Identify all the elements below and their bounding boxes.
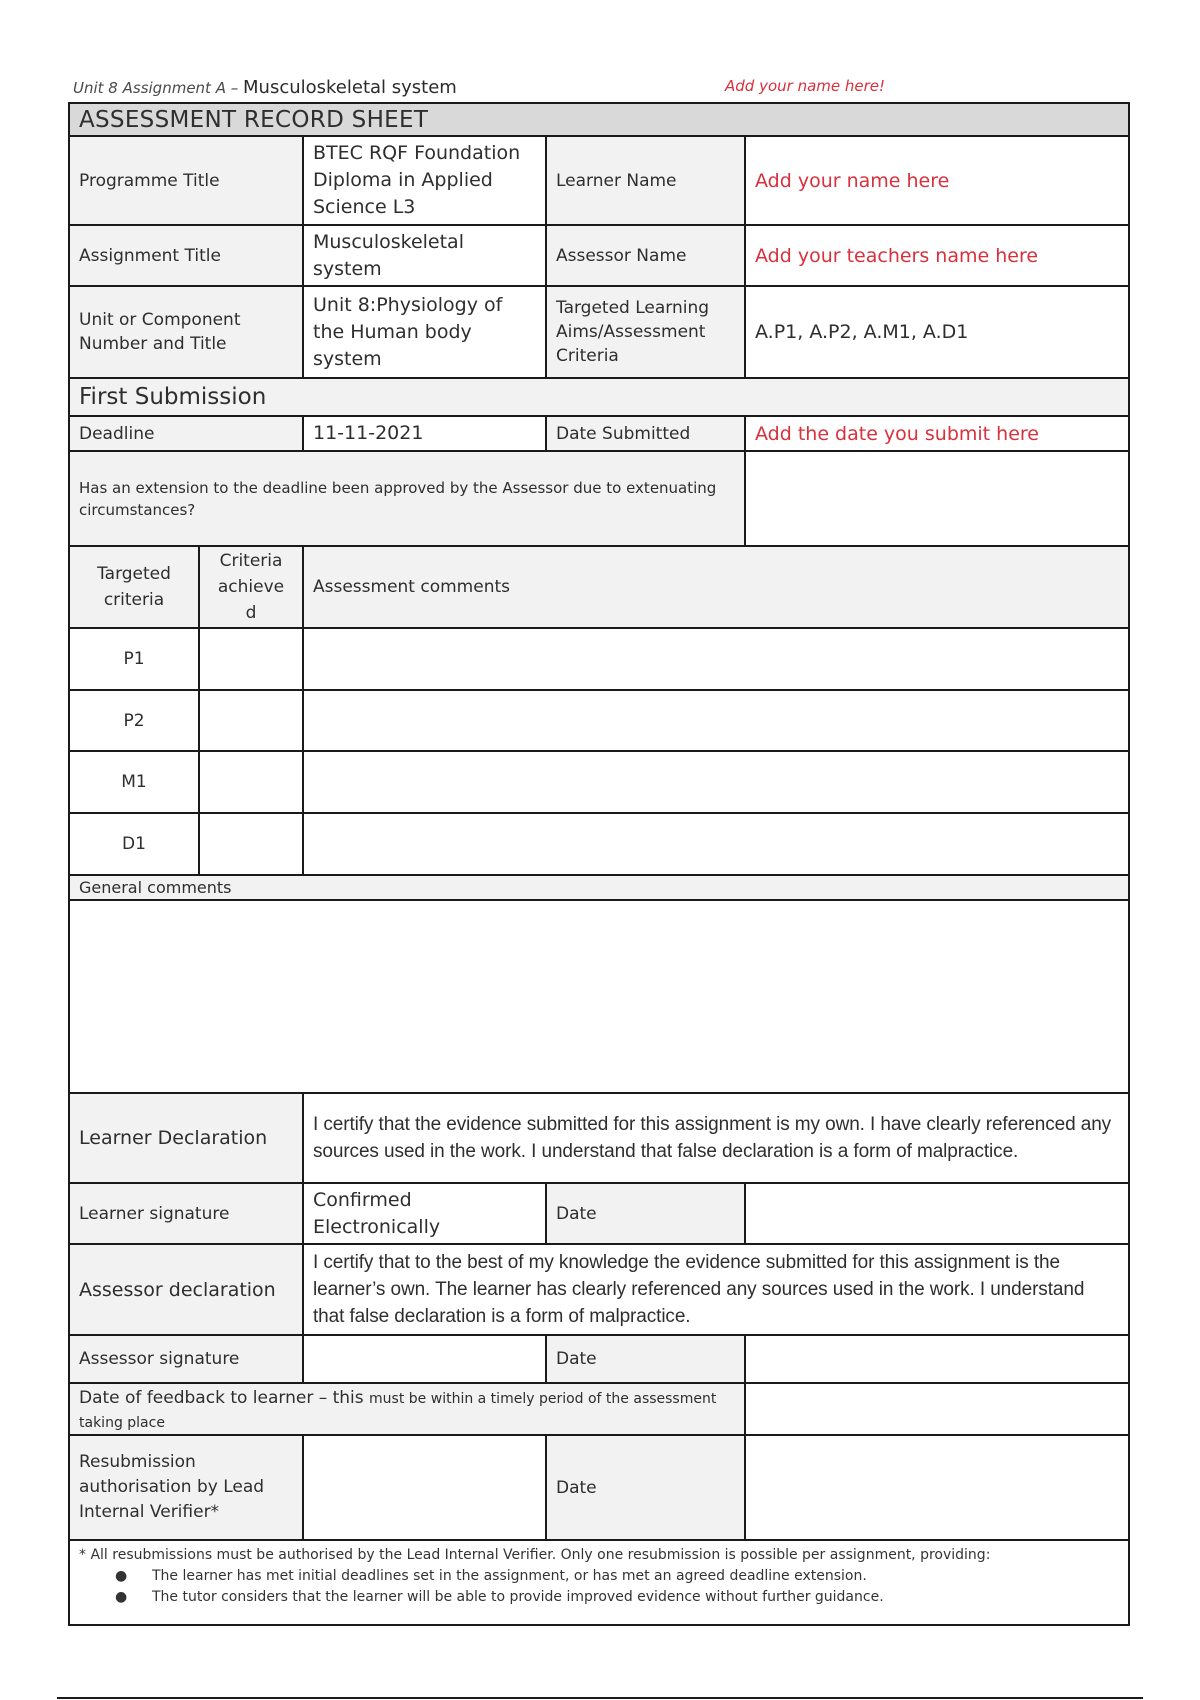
assessor-date-label: Date	[547, 1336, 746, 1384]
bullet-icon: ●	[115, 1568, 128, 1584]
learner-declaration-label: Learner Declaration	[70, 1094, 304, 1184]
sheet-title: ASSESSMENT RECORD SHEET	[70, 104, 1128, 137]
programme-title-label: Programme Title	[70, 137, 304, 226]
footnote-bullet	[79, 1587, 1119, 1608]
criterion-d1: D1	[70, 814, 200, 876]
assessor-declaration-text: I certify that to the best of my knowledge the evidence submitted for this assignment is the learner’s own. The learner has clearly referenced any sources used in the work. I understand that false declaration is a form of malpractice.	[304, 1245, 1128, 1336]
date-submitted-label: Date Submitted	[547, 417, 746, 452]
unit-value[interactable]: Unit 8:Physiology of the Human body system	[304, 287, 547, 379]
document-header	[73, 74, 1133, 98]
resubmission-date-field[interactable]	[746, 1436, 1128, 1541]
name-hint[interactable]: Add your name here!	[725, 77, 886, 95]
criterion-p2: P2	[70, 691, 200, 752]
assessment-comments-header: Assessment comments	[304, 547, 1128, 629]
bullet-icon: ●	[115, 1589, 128, 1605]
resubmission-footnote	[70, 1541, 1128, 1626]
date-submitted-field[interactable]: Add the date you submit here	[746, 417, 1128, 452]
page-footer-divider	[57, 1697, 1143, 1699]
targeted-criteria-value[interactable]: A.P1, A.P2, A.M1, A.D1	[746, 287, 1128, 379]
criterion-m1: M1	[70, 752, 200, 814]
feedback-date-label-note: must be within a timely period of the assessment taking place	[79, 1391, 717, 1431]
resubmission-field[interactable]	[304, 1436, 547, 1541]
feedback-date-label	[70, 1384, 746, 1436]
criterion-p2-achieved[interactable]	[200, 691, 304, 752]
learner-date-field[interactable]	[746, 1184, 1128, 1245]
deadline-value[interactable]: 11-11-2021	[304, 417, 547, 452]
assessor-date-field[interactable]	[746, 1336, 1128, 1384]
programme-title-value[interactable]: BTEC RQF Foundation Diploma in Applied Science L3	[304, 137, 547, 226]
learner-declaration-text: I certify that the evidence submitted for this assignment is my own. I have clearly referenced any sources used in the work. I understand that false declaration is a form of malpractice.	[304, 1094, 1128, 1184]
learner-date-label: Date	[547, 1184, 746, 1245]
criterion-d1-comments[interactable]	[304, 814, 1128, 876]
criterion-p1: P1	[70, 629, 200, 691]
criterion-p2-comments[interactable]	[304, 691, 1128, 752]
general-comments-field[interactable]	[70, 901, 1128, 1094]
criterion-p1-achieved[interactable]	[200, 629, 304, 691]
footnote-intro: * All resubmissions must be authorised by the Lead Internal Verifier. Only one resubmission is possible per assignment, providing:	[79, 1547, 991, 1563]
assessor-name-label: Assessor Name	[547, 226, 746, 287]
learner-name-label: Learner Name	[547, 137, 746, 226]
resubmission-date-label: Date	[547, 1436, 746, 1541]
assessor-signature-label: Assessor signature	[70, 1336, 304, 1384]
criteria-achieved-header: Criteria achieve d	[200, 547, 304, 629]
assessment-record-sheet	[68, 102, 1130, 1626]
footnote-bullet-text: The tutor considers that the learner will be able to provide improved evidence without further guidance.	[152, 1589, 884, 1605]
footnote-list	[79, 1566, 1119, 1608]
targeted-criteria-header: Targeted criteria	[70, 547, 200, 629]
unit-assignment-title	[73, 77, 457, 98]
assessor-declaration-label: Assessor declaration	[70, 1245, 304, 1336]
criterion-m1-comments[interactable]	[304, 752, 1128, 814]
learner-signature-label: Learner signature	[70, 1184, 304, 1245]
first-submission-heading: First Submission	[70, 379, 1128, 417]
assessor-signature-field[interactable]	[304, 1336, 547, 1384]
footnote-bullet-text: The learner has met initial deadlines set in the assignment, or has met an agreed deadline extension.	[152, 1568, 867, 1584]
assignment-title-value[interactable]: Musculoskeletal system	[304, 226, 547, 287]
learner-name-field[interactable]: Add your name here	[746, 137, 1128, 226]
footnote-bullet	[79, 1566, 1119, 1587]
extension-question: Has an extension to the deadline been approved by the Assessor due to extenuating circumstances?	[70, 452, 746, 547]
deadline-label: Deadline	[70, 417, 304, 452]
feedback-date-label-main: Date of feedback to learner – this	[79, 1388, 370, 1408]
resubmission-label: Resubmission authorisation by Lead Internal Verifier*	[70, 1436, 304, 1541]
criterion-m1-achieved[interactable]	[200, 752, 304, 814]
feedback-date-field[interactable]	[746, 1384, 1128, 1436]
general-comments-label: General comments	[70, 876, 1128, 901]
criterion-d1-achieved[interactable]	[200, 814, 304, 876]
targeted-criteria-label: Targeted Learning Aims/Assessment Criteria	[547, 287, 746, 379]
assignment-title-label: Assignment Title	[70, 226, 304, 287]
assessor-name-field[interactable]: Add your teachers name here	[746, 226, 1128, 287]
learner-signature-value[interactable]: Confirmed Electronically	[304, 1184, 547, 1245]
assignment-name: Musculoskeletal system	[243, 77, 457, 98]
unit-label: Unit or Component Number and Title	[70, 287, 304, 379]
extension-answer-field[interactable]	[746, 452, 1128, 547]
criterion-p1-comments[interactable]	[304, 629, 1128, 691]
unit-label: Unit 8 Assignment A –	[73, 79, 243, 97]
